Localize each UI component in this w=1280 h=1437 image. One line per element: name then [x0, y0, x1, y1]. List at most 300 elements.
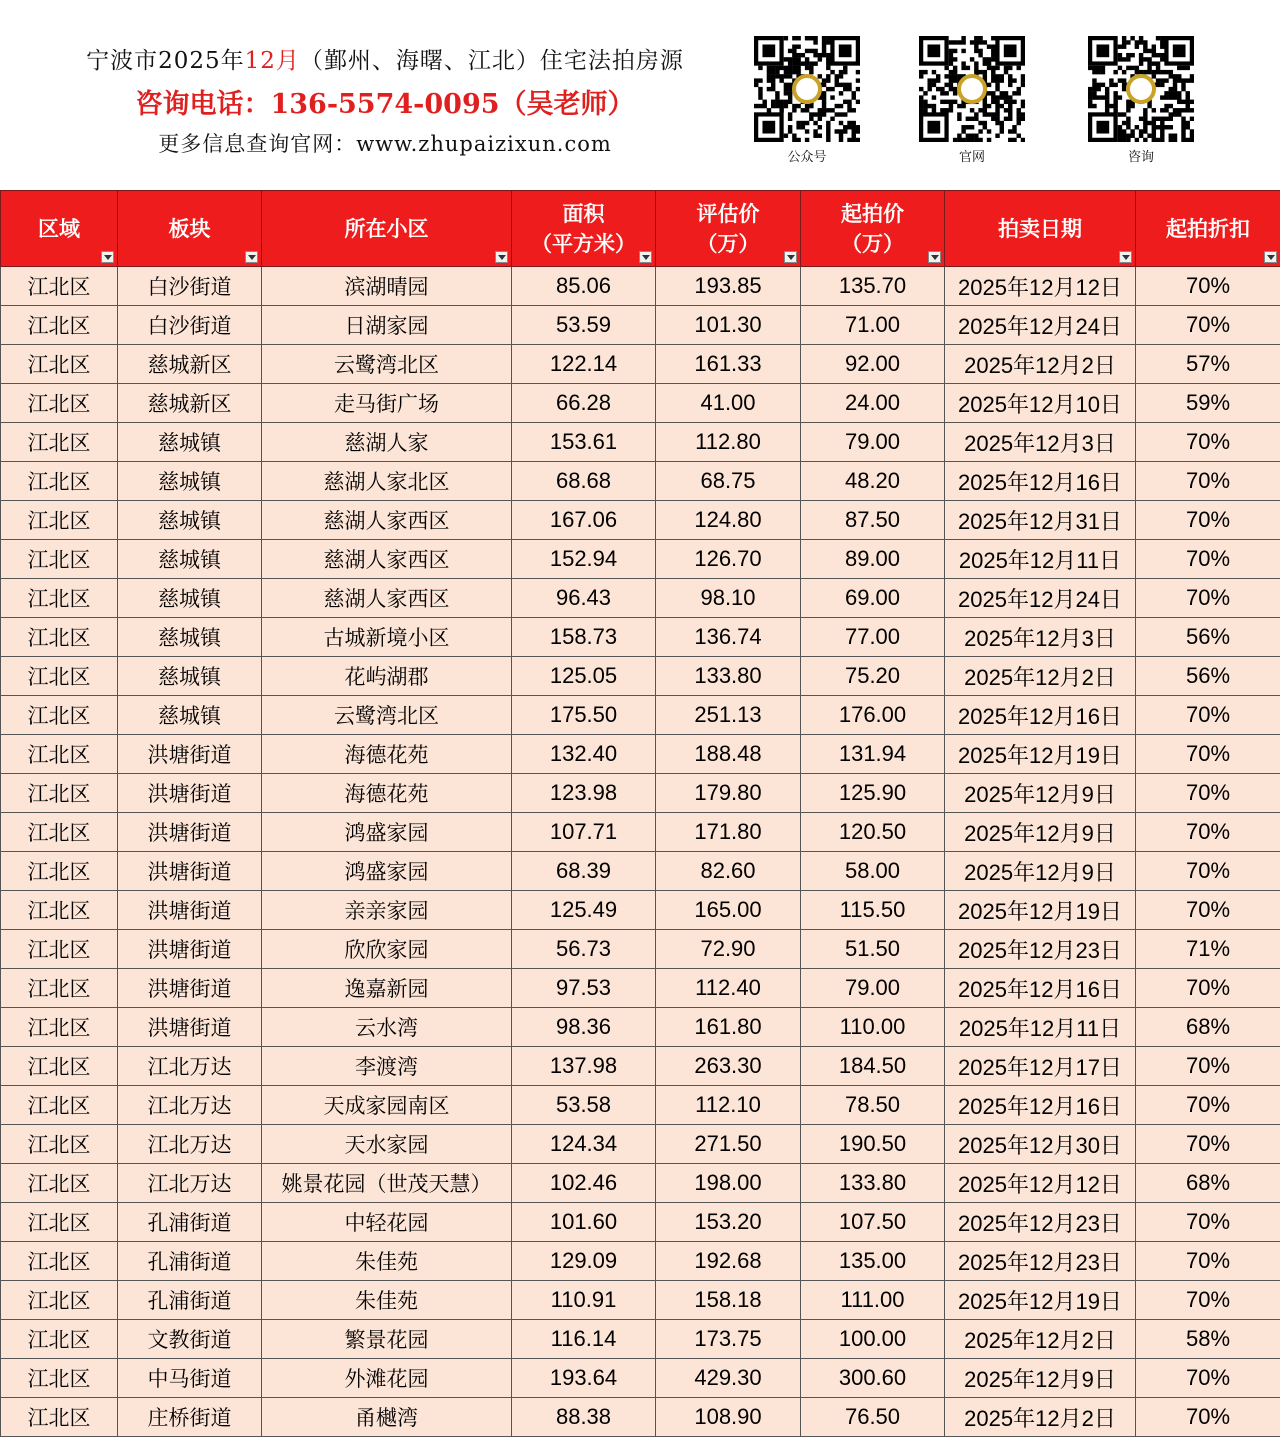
auction-date-cell: 2025年12月11日	[945, 1008, 1136, 1047]
filter-dropdown-icon[interactable]	[1264, 251, 1277, 263]
table-row	[1, 540, 1280, 579]
table-row	[1, 267, 1280, 306]
block-cell: 洪塘街道	[118, 930, 262, 969]
consult-phone: 咨询电话：136-5574-0095（吴老师）	[20, 82, 750, 121]
discount-cell: 70%	[1136, 462, 1280, 501]
starting-price-cell: 24.00	[801, 384, 945, 423]
community-cell: 慈湖人家	[262, 423, 512, 462]
area-cell: 88.38	[512, 1398, 656, 1437]
starting-price-cell: 76.50	[801, 1398, 945, 1437]
qr-code-icon	[754, 36, 860, 142]
area-cell: 107.71	[512, 813, 656, 852]
auction-date-cell: 2025年12月12日	[945, 267, 1136, 306]
starting-price-cell: 120.50	[801, 813, 945, 852]
filter-dropdown-icon[interactable]	[784, 251, 797, 263]
appraisal-cell: 133.80	[656, 657, 801, 696]
area-cell: 193.64	[512, 1359, 656, 1398]
qr-caption: 咨询	[1088, 146, 1194, 165]
district-cell: 江北区	[1, 657, 118, 696]
appraisal-cell: 41.00	[656, 384, 801, 423]
area-cell: 124.34	[512, 1125, 656, 1164]
starting-price-cell: 79.00	[801, 969, 945, 1008]
community-cell: 天水家园	[262, 1125, 512, 1164]
table-header-row	[1, 191, 1280, 267]
starting-price-cell: 75.20	[801, 657, 945, 696]
community-cell: 朱佳苑	[262, 1242, 512, 1281]
auction-date-cell: 2025年12月9日	[945, 774, 1136, 813]
area-cell: 137.98	[512, 1047, 656, 1086]
discount-cell: 70%	[1136, 1203, 1280, 1242]
community-cell: 花屿湖郡	[262, 657, 512, 696]
discount-cell: 57%	[1136, 345, 1280, 384]
community-cell: 鸿盛家园	[262, 852, 512, 891]
block-cell: 洪塘街道	[118, 735, 262, 774]
area-cell: 125.05	[512, 657, 656, 696]
community-cell: 欣欣家园	[262, 930, 512, 969]
block-cell: 江北万达	[118, 1086, 262, 1125]
area-cell: 68.68	[512, 462, 656, 501]
block-cell: 文教街道	[118, 1320, 262, 1359]
auction-date-cell: 2025年12月19日	[945, 735, 1136, 774]
auction-date-cell: 2025年12月31日	[945, 501, 1136, 540]
district-cell: 江北区	[1, 579, 118, 618]
appraisal-cell: 72.90	[656, 930, 801, 969]
area-cell: 153.61	[512, 423, 656, 462]
starting-price-cell: 92.00	[801, 345, 945, 384]
starting-price-cell: 135.70	[801, 267, 945, 306]
table-row	[1, 306, 1280, 345]
page-header	[0, 0, 1280, 190]
auction-date-cell: 2025年12月23日	[945, 1203, 1136, 1242]
table-row	[1, 774, 1280, 813]
table-row	[1, 579, 1280, 618]
auction-date-cell: 2025年12月24日	[945, 306, 1136, 345]
appraisal-cell: 153.20	[656, 1203, 801, 1242]
district-cell: 江北区	[1, 1086, 118, 1125]
starting-price-cell: 111.00	[801, 1281, 945, 1320]
block-cell: 慈城镇	[118, 579, 262, 618]
title-prefix: 宁波市2025年	[86, 48, 245, 74]
table-row	[1, 501, 1280, 540]
col-header-area: 面积 （平方米）	[512, 191, 656, 267]
appraisal-cell: 136.74	[656, 618, 801, 657]
appraisal-cell: 171.80	[656, 813, 801, 852]
appraisal-cell: 112.40	[656, 969, 801, 1008]
community-cell: 逸嘉新园	[262, 969, 512, 1008]
website-info: 更多信息查询官网：www.zhupaizixun.com	[20, 128, 750, 158]
auction-date-cell: 2025年12月11日	[945, 540, 1136, 579]
auction-date-cell: 2025年12月24日	[945, 579, 1136, 618]
appraisal-cell: 188.48	[656, 735, 801, 774]
area-cell: 123.98	[512, 774, 656, 813]
col-header-block: 板块	[118, 191, 262, 267]
table-row	[1, 735, 1280, 774]
discount-cell: 70%	[1136, 891, 1280, 930]
discount-cell: 70%	[1136, 1281, 1280, 1320]
starting-price-cell: 78.50	[801, 1086, 945, 1125]
district-cell: 江北区	[1, 1047, 118, 1086]
area-cell: 101.60	[512, 1203, 656, 1242]
table-row	[1, 1281, 1280, 1320]
district-cell: 江北区	[1, 735, 118, 774]
starting-price-cell: 89.00	[801, 540, 945, 579]
table-row	[1, 696, 1280, 735]
page-title	[20, 42, 750, 75]
community-cell: 中轻花园	[262, 1203, 512, 1242]
area-cell: 125.49	[512, 891, 656, 930]
block-cell: 洪塘街道	[118, 1008, 262, 1047]
district-cell: 江北区	[1, 540, 118, 579]
community-cell: 走马街广场	[262, 384, 512, 423]
filter-dropdown-icon[interactable]	[928, 251, 941, 263]
discount-cell: 70%	[1136, 1242, 1280, 1281]
discount-cell: 70%	[1136, 1125, 1280, 1164]
block-cell: 慈城镇	[118, 540, 262, 579]
table-row	[1, 1164, 1280, 1203]
auction-date-cell: 2025年12月2日	[945, 1398, 1136, 1437]
area-cell: 66.28	[512, 384, 656, 423]
auction-date-cell: 2025年12月30日	[945, 1125, 1136, 1164]
appraisal-cell: 161.80	[656, 1008, 801, 1047]
auction-date-cell: 2025年12月2日	[945, 345, 1136, 384]
district-cell: 江北区	[1, 774, 118, 813]
discount-cell: 70%	[1136, 813, 1280, 852]
appraisal-cell: 124.80	[656, 501, 801, 540]
auction-listings-table	[0, 190, 1280, 1437]
discount-cell: 70%	[1136, 267, 1280, 306]
district-cell: 江北区	[1, 345, 118, 384]
table-row	[1, 423, 1280, 462]
appraisal-cell: 126.70	[656, 540, 801, 579]
district-cell: 江北区	[1, 423, 118, 462]
table-row	[1, 1359, 1280, 1398]
discount-cell: 71%	[1136, 930, 1280, 969]
block-cell: 孔浦街道	[118, 1203, 262, 1242]
appraisal-cell: 179.80	[656, 774, 801, 813]
area-cell: 97.53	[512, 969, 656, 1008]
community-cell: 海德花苑	[262, 774, 512, 813]
starting-price-cell: 100.00	[801, 1320, 945, 1359]
auction-date-cell: 2025年12月2日	[945, 657, 1136, 696]
starting-price-cell: 115.50	[801, 891, 945, 930]
discount-cell: 59%	[1136, 384, 1280, 423]
discount-cell: 70%	[1136, 1047, 1280, 1086]
appraisal-cell: 192.68	[656, 1242, 801, 1281]
community-cell: 云鹭湾北区	[262, 345, 512, 384]
district-cell: 江北区	[1, 306, 118, 345]
district-cell: 江北区	[1, 852, 118, 891]
discount-cell: 68%	[1136, 1164, 1280, 1203]
filter-dropdown-icon[interactable]	[1119, 251, 1132, 263]
table-row	[1, 930, 1280, 969]
starting-price-cell: 71.00	[801, 306, 945, 345]
appraisal-cell: 429.30	[656, 1359, 801, 1398]
filter-dropdown-icon[interactable]	[639, 251, 652, 263]
starting-price-cell: 131.94	[801, 735, 945, 774]
community-cell: 海德花苑	[262, 735, 512, 774]
auction-date-cell: 2025年12月12日	[945, 1164, 1136, 1203]
area-cell: 98.36	[512, 1008, 656, 1047]
district-cell: 江北区	[1, 1008, 118, 1047]
community-cell: 姚景花园（世茂天慧）	[262, 1164, 512, 1203]
community-cell: 云水湾	[262, 1008, 512, 1047]
appraisal-cell: 251.13	[656, 696, 801, 735]
discount-cell: 70%	[1136, 1398, 1280, 1437]
qr-code-icon	[919, 36, 1025, 142]
appraisal-cell: 161.33	[656, 345, 801, 384]
auction-date-cell: 2025年12月9日	[945, 813, 1136, 852]
community-cell: 日湖家园	[262, 306, 512, 345]
district-cell: 江北区	[1, 1320, 118, 1359]
area-cell: 158.73	[512, 618, 656, 657]
auction-date-cell: 2025年12月2日	[945, 1320, 1136, 1359]
district-cell: 江北区	[1, 1125, 118, 1164]
table-row	[1, 852, 1280, 891]
col-header-community: 所在小区	[262, 191, 512, 267]
auction-date-cell: 2025年12月9日	[945, 852, 1136, 891]
col-header-discount: 起拍折扣	[1136, 191, 1280, 267]
starting-price-cell: 51.50	[801, 930, 945, 969]
block-cell: 庄桥街道	[118, 1398, 262, 1437]
title-suffix: （鄞州、海曙、江北）住宅法拍房源	[300, 48, 684, 74]
col-header-auction-date: 拍卖日期	[945, 191, 1136, 267]
community-cell: 慈湖人家西区	[262, 540, 512, 579]
discount-cell: 56%	[1136, 657, 1280, 696]
starting-price-cell: 176.00	[801, 696, 945, 735]
starting-price-cell: 79.00	[801, 423, 945, 462]
auction-date-cell: 2025年12月3日	[945, 423, 1136, 462]
district-cell: 江北区	[1, 618, 118, 657]
area-cell: 175.50	[512, 696, 656, 735]
discount-cell: 70%	[1136, 579, 1280, 618]
appraisal-cell: 263.30	[656, 1047, 801, 1086]
district-cell: 江北区	[1, 1398, 118, 1437]
community-cell: 云鹭湾北区	[262, 696, 512, 735]
table-row	[1, 462, 1280, 501]
appraisal-cell: 112.10	[656, 1086, 801, 1125]
block-cell: 慈城新区	[118, 384, 262, 423]
discount-cell: 70%	[1136, 306, 1280, 345]
starting-price-cell: 135.00	[801, 1242, 945, 1281]
table-row	[1, 657, 1280, 696]
area-cell: 68.39	[512, 852, 656, 891]
discount-cell: 70%	[1136, 423, 1280, 462]
area-cell: 116.14	[512, 1320, 656, 1359]
discount-cell: 70%	[1136, 501, 1280, 540]
filter-dropdown-icon[interactable]	[495, 251, 508, 263]
discount-cell: 70%	[1136, 1359, 1280, 1398]
auction-date-cell: 2025年12月9日	[945, 1359, 1136, 1398]
filter-dropdown-icon[interactable]	[245, 251, 258, 263]
col-header-starting-price: 起拍价 （万）	[801, 191, 945, 267]
appraisal-cell: 98.10	[656, 579, 801, 618]
table-row	[1, 345, 1280, 384]
district-cell: 江北区	[1, 696, 118, 735]
table-row	[1, 1203, 1280, 1242]
area-cell: 56.73	[512, 930, 656, 969]
area-cell: 85.06	[512, 267, 656, 306]
starting-price-cell: 87.50	[801, 501, 945, 540]
discount-cell: 70%	[1136, 696, 1280, 735]
table-body	[1, 267, 1280, 1437]
district-cell: 江北区	[1, 462, 118, 501]
col-header-district: 区域	[1, 191, 118, 267]
block-cell: 慈城新区	[118, 345, 262, 384]
starting-price-cell: 133.80	[801, 1164, 945, 1203]
discount-cell: 70%	[1136, 540, 1280, 579]
block-cell: 慈城镇	[118, 618, 262, 657]
block-cell: 孔浦街道	[118, 1242, 262, 1281]
block-cell: 江北万达	[118, 1125, 262, 1164]
area-cell: 53.59	[512, 306, 656, 345]
district-cell: 江北区	[1, 267, 118, 306]
block-cell: 中马街道	[118, 1359, 262, 1398]
district-cell: 江北区	[1, 1359, 118, 1398]
block-cell: 白沙街道	[118, 306, 262, 345]
auction-date-cell: 2025年12月19日	[945, 1281, 1136, 1320]
appraisal-cell: 165.00	[656, 891, 801, 930]
block-cell: 洪塘街道	[118, 852, 262, 891]
starting-price-cell: 58.00	[801, 852, 945, 891]
community-cell: 天成家园南区	[262, 1086, 512, 1125]
appraisal-cell: 173.75	[656, 1320, 801, 1359]
starting-price-cell: 190.50	[801, 1125, 945, 1164]
discount-cell: 70%	[1136, 774, 1280, 813]
appraisal-cell: 198.00	[656, 1164, 801, 1203]
block-cell: 慈城镇	[118, 657, 262, 696]
discount-cell: 58%	[1136, 1320, 1280, 1359]
community-cell: 繁景花园	[262, 1320, 512, 1359]
qr-consult[interactable]	[1088, 36, 1194, 165]
area-cell: 152.94	[512, 540, 656, 579]
qr-caption: 官网	[919, 146, 1025, 165]
title-month: 12月	[245, 48, 300, 74]
block-cell: 白沙街道	[118, 267, 262, 306]
discount-cell: 70%	[1136, 1086, 1280, 1125]
community-cell: 慈湖人家西区	[262, 501, 512, 540]
district-cell: 江北区	[1, 969, 118, 1008]
qr-caption: 公众号	[754, 146, 860, 165]
community-cell: 鸿盛家园	[262, 813, 512, 852]
district-cell: 江北区	[1, 891, 118, 930]
auction-date-cell: 2025年12月16日	[945, 1086, 1136, 1125]
starting-price-cell: 184.50	[801, 1047, 945, 1086]
appraisal-cell: 108.90	[656, 1398, 801, 1437]
appraisal-cell: 271.50	[656, 1125, 801, 1164]
community-cell: 朱佳苑	[262, 1281, 512, 1320]
discount-cell: 70%	[1136, 735, 1280, 774]
appraisal-cell: 82.60	[656, 852, 801, 891]
appraisal-cell: 193.85	[656, 267, 801, 306]
col-header-appraisal: 评估价 （万）	[656, 191, 801, 267]
filter-dropdown-icon[interactable]	[101, 251, 114, 263]
block-cell: 慈城镇	[118, 423, 262, 462]
area-cell: 122.14	[512, 345, 656, 384]
auction-date-cell: 2025年12月3日	[945, 618, 1136, 657]
discount-cell: 56%	[1136, 618, 1280, 657]
block-cell: 孔浦街道	[118, 1281, 262, 1320]
community-cell: 慈湖人家北区	[262, 462, 512, 501]
table-row	[1, 813, 1280, 852]
table-row	[1, 891, 1280, 930]
district-cell: 江北区	[1, 501, 118, 540]
block-cell: 江北万达	[118, 1164, 262, 1203]
block-cell: 慈城镇	[118, 462, 262, 501]
table-row	[1, 384, 1280, 423]
qr-code-icon	[1088, 36, 1194, 142]
block-cell: 洪塘街道	[118, 774, 262, 813]
starting-price-cell: 300.60	[801, 1359, 945, 1398]
community-cell: 慈湖人家西区	[262, 579, 512, 618]
auction-date-cell: 2025年12月17日	[945, 1047, 1136, 1086]
district-cell: 江北区	[1, 930, 118, 969]
qr-website[interactable]	[919, 36, 1025, 165]
auction-date-cell: 2025年12月16日	[945, 969, 1136, 1008]
starting-price-cell: 125.90	[801, 774, 945, 813]
area-cell: 96.43	[512, 579, 656, 618]
appraisal-cell: 158.18	[656, 1281, 801, 1320]
starting-price-cell: 110.00	[801, 1008, 945, 1047]
community-cell: 古城新境小区	[262, 618, 512, 657]
block-cell: 洪塘街道	[118, 813, 262, 852]
table-row	[1, 1086, 1280, 1125]
auction-date-cell: 2025年12月16日	[945, 696, 1136, 735]
community-cell: 亲亲家园	[262, 891, 512, 930]
appraisal-cell: 112.80	[656, 423, 801, 462]
table-row	[1, 1008, 1280, 1047]
table-row	[1, 969, 1280, 1008]
discount-cell: 68%	[1136, 1008, 1280, 1047]
auction-date-cell: 2025年12月16日	[945, 462, 1136, 501]
community-cell: 甬樾湾	[262, 1398, 512, 1437]
district-cell: 江北区	[1, 1203, 118, 1242]
qr-wechat-official[interactable]	[754, 36, 860, 165]
district-cell: 江北区	[1, 813, 118, 852]
table-row	[1, 1320, 1280, 1359]
auction-date-cell: 2025年12月23日	[945, 1242, 1136, 1281]
auction-date-cell: 2025年12月19日	[945, 891, 1136, 930]
area-cell: 53.58	[512, 1086, 656, 1125]
block-cell: 洪塘街道	[118, 969, 262, 1008]
block-cell: 洪塘街道	[118, 891, 262, 930]
area-cell: 167.06	[512, 501, 656, 540]
starting-price-cell: 107.50	[801, 1203, 945, 1242]
block-cell: 江北万达	[118, 1047, 262, 1086]
district-cell: 江北区	[1, 384, 118, 423]
auction-date-cell: 2025年12月10日	[945, 384, 1136, 423]
table-row	[1, 1047, 1280, 1086]
starting-price-cell: 69.00	[801, 579, 945, 618]
table-row	[1, 1242, 1280, 1281]
area-cell: 129.09	[512, 1242, 656, 1281]
table-row	[1, 618, 1280, 657]
district-cell: 江北区	[1, 1164, 118, 1203]
community-cell: 滨湖晴园	[262, 267, 512, 306]
community-cell: 外滩花园	[262, 1359, 512, 1398]
block-cell: 慈城镇	[118, 696, 262, 735]
discount-cell: 70%	[1136, 852, 1280, 891]
appraisal-cell: 101.30	[656, 306, 801, 345]
district-cell: 江北区	[1, 1242, 118, 1281]
starting-price-cell: 77.00	[801, 618, 945, 657]
auction-date-cell: 2025年12月23日	[945, 930, 1136, 969]
starting-price-cell: 48.20	[801, 462, 945, 501]
table-row	[1, 1125, 1280, 1164]
appraisal-cell: 68.75	[656, 462, 801, 501]
community-cell: 李渡湾	[262, 1047, 512, 1086]
discount-cell: 70%	[1136, 969, 1280, 1008]
district-cell: 江北区	[1, 1281, 118, 1320]
